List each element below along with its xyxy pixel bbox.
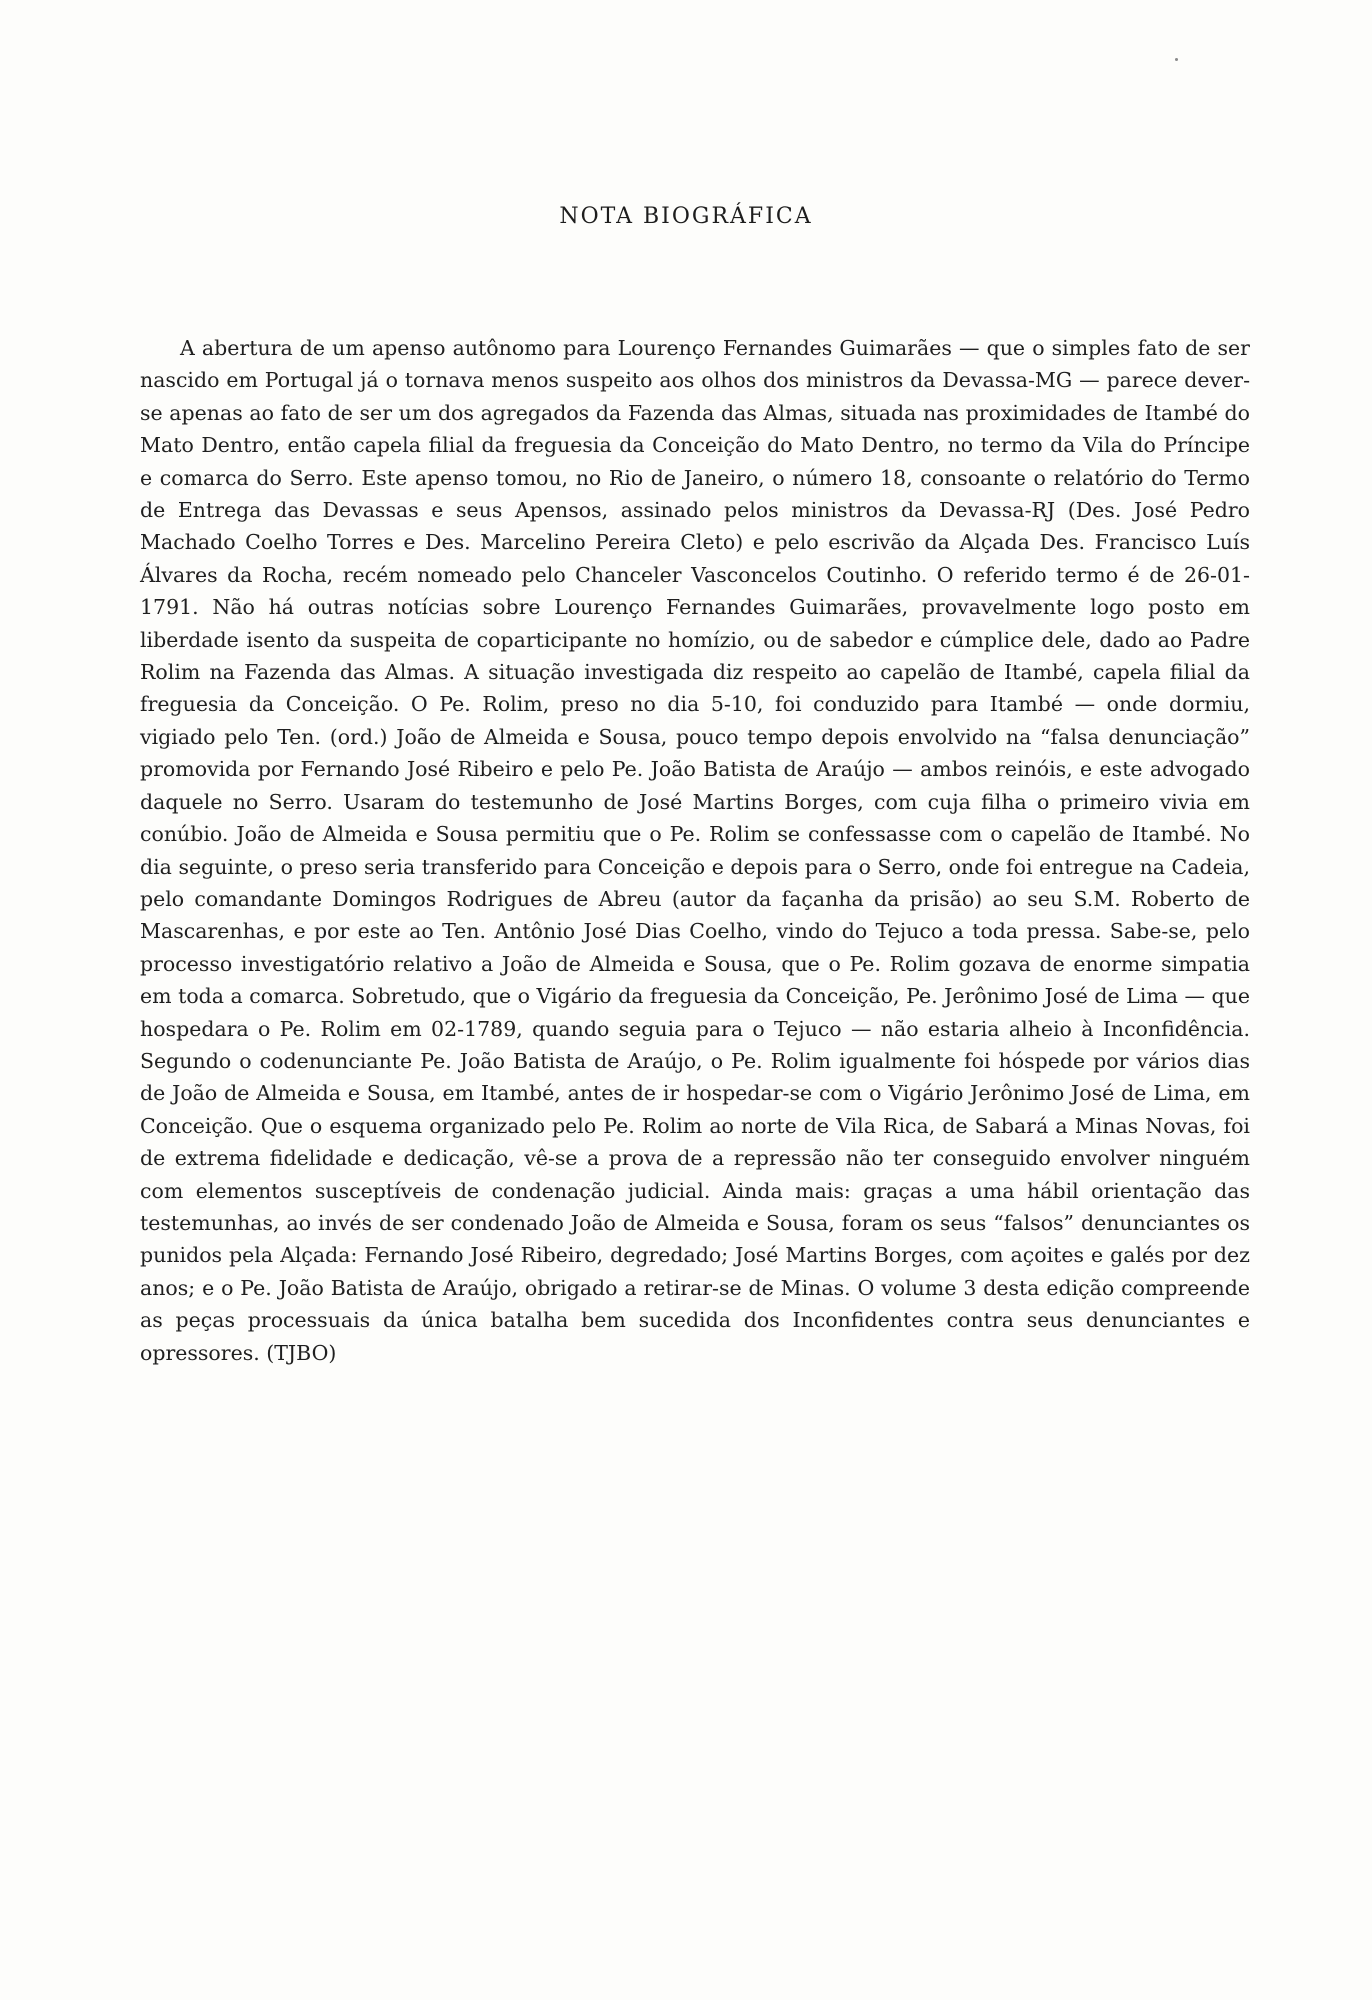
scan-speck (1175, 58, 1178, 61)
page-title: NOTA BIOGRÁFICA (559, 204, 813, 229)
biographical-note-paragraph: A abertura de um apenso autônomo para Lourenço Fernandes Guimarães — que o simples fato de ser nascido em Portugal já o tornava menos suspeito aos olhos dos ministros da Devassa-MG — parece dever-se apenas ao fato de ser um dos agregados da Fazenda das Almas, situada nas proximidades de Itambé do Mato Dentro, então capela filial da freguesia da Conceição do Mato Dentro, no termo da Vila do Príncipe e comarca do Serro. Este apenso tomou, no Rio de Janeiro, o número 18, consoante o relatório do Termo de Entrega das Devassas e seus Apensos, assinado pelos ministros da Devassa-RJ (Des. José Pedro Machado Coelho Torres e Des. Marcelino Pereira Cleto) e pelo escrivão da Alçada Des. Francisco Luís Álvares da Rocha, recém nomeado pelo Chanceler Vasconcelos Coutinho. O referido termo é de 26-01-1791. Não há outras notícias sobre Lourenço Fernandes Guimarães, provavelmente logo posto em liberdade isento da suspeita de coparticipante no homízio, ou de sabedor e cúmplice dele, dado ao Padre Rolim na Fazenda das Almas. A situação investigada diz respeito ao capelão de Itambé, capela filial da freguesia da Conceição. O Pe. Rolim, preso no dia 5-10, foi conduzido para Itambé — onde dormiu, vigiado pelo Ten. (ord.) João de Almeida e Sousa, pouco tempo depois envolvido na “falsa denunciação” promovida por Fernando José Ribeiro e pelo Pe. João Batista de Araújo — ambos reinóis, e este advogado daquele no Serro. Usaram do testemunho de José Martins Borges, com cuja filha o primeiro vivia em conúbio. João de Almeida e Sousa permitiu que o Pe. Rolim se confessasse com o capelão de Itambé. No dia seguinte, o preso seria transferido para Conceição e depois para o Serro, onde foi entregue na Cadeia, pelo comandante Domingos Rodrigues de Abreu (autor da façanha da prisão) ao seu S.M. Roberto de Mascarenhas, e por este ao Ten. Antônio José Dias Coelho, vindo do Tejuco a toda pressa. Sabe-se, pelo processo investigatório relativo a João de Almeida e Sousa, que o Pe. Rolim gozava de enorme simpatia em toda a comarca. Sobretudo, que o Vigário da freguesia da Conceição, Pe. Jerônimo José de Lima — que hospedara o Pe. Rolim em 02-1789, quando seguia para o Tejuco — não estaria alheio à Inconfidência. Segundo o codenunciante Pe. João Batista de Araújo, o Pe. Rolim igualmente foi hóspede por vários dias de João de Almeida e Sousa, em Itambé, antes de ir hospedar-se com o Vigário Jerônimo José de Lima, em Conceição. Que o esquema organizado pelo Pe. Rolim ao norte de Vila Rica, de Sabará a Minas Novas, foi de extrema fidelidade e dedicação, vê-se a prova de a repressão não ter conseguido envolver ninguém com elementos susceptíveis de condenação judicial. Ainda mais: graças a uma hábil orientação das testemunhas, ao invés de ser condenado João de Almeida e Sousa, foram os seus “falsos” denunciantes os punidos pela Alçada: Fernando José Ribeiro, degredado; José Martins Borges, com açoites e galés por dez anos; e o Pe. João Batista de Araújo, obrigado a retirar-se de Minas. O volume 3 desta edição compreende as peças processuais da única batalha bem sucedida dos Inconfidentes contra seus denunciantes e opressores. (TJBO) (140, 336, 1250, 1365)
